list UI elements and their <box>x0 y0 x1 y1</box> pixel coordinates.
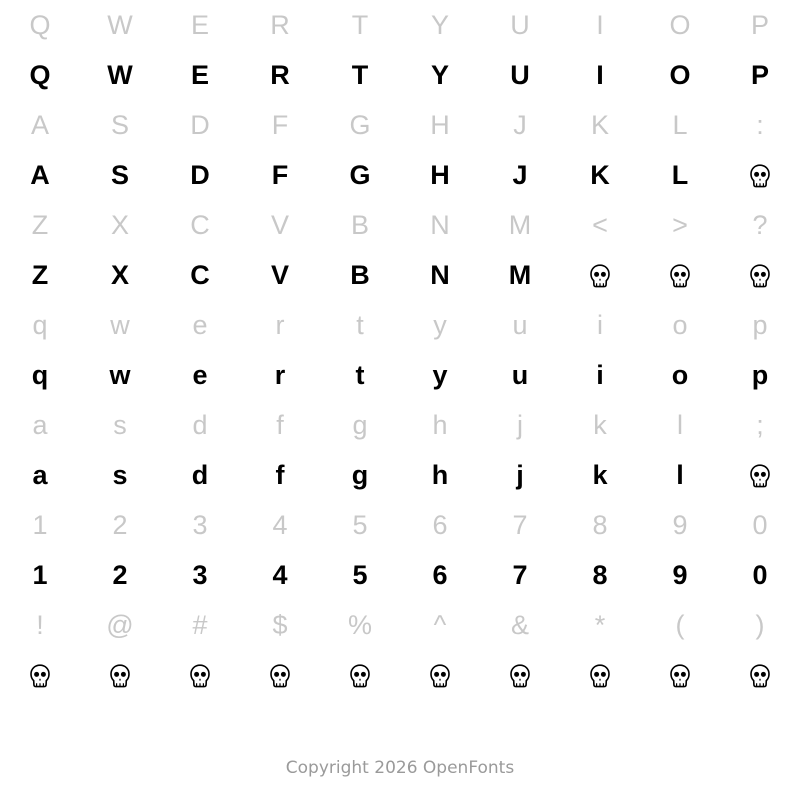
glyph-cell: 1 <box>32 559 48 590</box>
glyph-cell: u <box>512 309 528 340</box>
glyph-cell: f <box>275 459 285 490</box>
glyph-cell: Y <box>430 9 449 40</box>
glyph-cell: O <box>669 9 691 40</box>
glyph-cell: h <box>432 409 448 440</box>
glyph-cell: E <box>190 59 209 90</box>
glyph-cell: ( <box>675 609 685 640</box>
skull-icon <box>640 662 720 689</box>
glyph-cell: g <box>352 409 368 440</box>
glyph-cell: 2 <box>112 559 128 590</box>
skull-icon <box>720 162 800 189</box>
glyph-cell: d <box>192 409 208 440</box>
glyph-cell: k <box>593 409 607 440</box>
glyph-cell: 0 <box>752 559 768 590</box>
glyph-cell: a <box>32 459 48 490</box>
skull-icon <box>400 662 480 689</box>
glyph-cell: U <box>510 9 530 40</box>
glyph-cell: Y <box>430 59 449 90</box>
glyph-cell: j <box>516 459 524 490</box>
glyph-cell: M <box>508 209 532 240</box>
skull-icon-shape <box>749 464 771 488</box>
glyph-cell: y <box>432 359 448 390</box>
glyph-cell: o <box>672 309 688 340</box>
glyph-cell: J <box>512 159 528 190</box>
skull-icon-shape <box>749 664 771 688</box>
glyph-row <box>0 450 800 500</box>
glyph-row <box>0 300 800 350</box>
glyph-cell: $ <box>272 609 288 640</box>
glyph-row <box>0 200 800 250</box>
glyph-cell: I <box>596 59 604 90</box>
glyph-cell: g <box>351 459 369 490</box>
glyph-cell: A <box>30 159 50 190</box>
skull-icon-shape <box>669 664 691 688</box>
skull-icon <box>720 662 800 689</box>
skull-icon-shape <box>189 664 211 688</box>
glyph-cell: 4 <box>272 509 288 540</box>
glyph-cell: t <box>356 309 364 340</box>
glyph-cell: q <box>32 309 48 340</box>
glyph-cell: r <box>274 359 286 390</box>
glyph-cell: W <box>107 59 133 90</box>
glyph-cell: i <box>596 359 604 390</box>
glyph-cell: 5 <box>352 559 368 590</box>
glyph-cell: V <box>270 209 289 240</box>
glyph-cell: N <box>430 259 450 290</box>
glyph-cell: S <box>110 109 129 140</box>
glyph-cell: Q <box>29 9 51 40</box>
glyph-cell: a <box>32 409 48 440</box>
skull-icon-shape <box>749 164 771 188</box>
glyph-cell: y <box>433 309 447 340</box>
glyph-cell: 8 <box>592 509 608 540</box>
skull-icon-shape <box>109 664 131 688</box>
glyph-cell: ) <box>755 609 765 640</box>
glyph-cell: e <box>192 359 208 390</box>
glyph-cell: S <box>110 159 129 190</box>
glyph-cell: P <box>750 59 769 90</box>
glyph-cell: E <box>190 9 209 40</box>
glyph-row <box>0 0 800 50</box>
glyph-cell: & <box>510 609 529 640</box>
glyph-row <box>0 100 800 150</box>
glyph-cell: K <box>590 109 609 140</box>
glyph-cell: 7 <box>512 509 528 540</box>
glyph-cell: 6 <box>432 509 448 540</box>
glyph-cell: C <box>190 259 210 290</box>
glyph-row <box>0 400 800 450</box>
glyph-cell: T <box>351 9 369 40</box>
glyph-cell: u <box>511 359 529 390</box>
skull-icon <box>0 662 80 689</box>
glyph-cell: N <box>430 209 450 240</box>
glyph-cell: Z <box>31 259 49 290</box>
glyph-cell: d <box>191 459 209 490</box>
skull-icon <box>80 662 160 689</box>
glyph-cell: s <box>113 409 127 440</box>
glyph-cell: P <box>750 9 769 40</box>
glyph-cell: * <box>594 609 606 640</box>
glyph-row <box>0 500 800 550</box>
glyph-row <box>0 550 800 600</box>
glyph-cell: M <box>508 259 532 290</box>
skull-icon <box>160 662 240 689</box>
skull-icon-shape <box>589 264 611 288</box>
glyph-row <box>0 350 800 400</box>
glyph-cell: e <box>192 309 208 340</box>
glyph-cell: C <box>190 209 210 240</box>
glyph-cell: X <box>110 259 129 290</box>
glyph-row <box>0 250 800 300</box>
skull-icon <box>720 462 800 489</box>
glyph-cell: p <box>751 359 769 390</box>
glyph-cell: L <box>671 159 689 190</box>
skull-icon <box>240 662 320 689</box>
glyph-cell: 7 <box>512 559 528 590</box>
glyph-cell: # <box>192 609 208 640</box>
skull-icon-shape <box>669 264 691 288</box>
glyph-cell: ! <box>36 609 44 640</box>
skull-icon-shape <box>509 664 531 688</box>
glyph-cell: q <box>31 359 49 390</box>
glyph-cell: 1 <box>32 509 48 540</box>
glyph-cell: 0 <box>752 509 768 540</box>
glyph-cell: H <box>430 109 450 140</box>
glyph-cell: 8 <box>592 559 608 590</box>
glyph-cell: k <box>592 459 608 490</box>
skull-icon <box>560 662 640 689</box>
glyph-cell: t <box>355 359 365 390</box>
glyph-row <box>0 600 800 650</box>
glyph-cell: 5 <box>352 509 368 540</box>
glyph-cell: T <box>351 59 369 90</box>
glyph-cell: O <box>669 59 691 90</box>
skull-icon-shape <box>349 664 371 688</box>
glyph-row <box>0 150 800 200</box>
glyph-cell: w <box>109 359 131 390</box>
glyph-cell: 3 <box>192 509 208 540</box>
glyph-cell: Q <box>29 59 51 90</box>
glyph-cell: 6 <box>432 559 448 590</box>
glyph-cell: J <box>513 109 527 140</box>
glyph-cell: I <box>596 9 604 40</box>
glyph-cell: f <box>276 409 284 440</box>
glyph-cell: l <box>676 459 684 490</box>
glyph-cell: R <box>270 9 290 40</box>
skull-icon <box>560 262 640 289</box>
glyph-cell: @ <box>106 609 134 640</box>
skull-icon-shape <box>29 664 51 688</box>
glyph-cell: h <box>431 459 449 490</box>
glyph-cell: ? <box>752 209 768 240</box>
glyph-cell: Z <box>31 209 49 240</box>
glyph-cell: G <box>349 109 371 140</box>
glyph-cell: : <box>756 109 764 140</box>
glyph-cell: 2 <box>112 509 128 540</box>
skull-icon <box>640 262 720 289</box>
glyph-cell: U <box>510 59 530 90</box>
glyph-cell: r <box>275 309 285 340</box>
glyph-cell: K <box>590 159 610 190</box>
glyph-cell: ; <box>756 409 764 440</box>
glyph-cell: 4 <box>272 559 288 590</box>
glyph-cell: 9 <box>672 509 688 540</box>
glyph-cell: i <box>597 309 603 340</box>
glyph-cell: D <box>190 109 210 140</box>
glyph-cell: L <box>672 109 688 140</box>
skull-icon <box>480 662 560 689</box>
skull-icon-shape <box>749 264 771 288</box>
glyph-cell: X <box>110 209 129 240</box>
glyph-cell: F <box>271 109 289 140</box>
skull-icon <box>320 662 400 689</box>
skull-icon <box>720 262 800 289</box>
skull-icon-shape <box>429 664 451 688</box>
glyph-cell: B <box>350 259 370 290</box>
glyph-cell: ^ <box>433 609 447 640</box>
glyph-cell: w <box>110 309 130 340</box>
glyph-cell: A <box>30 109 49 140</box>
glyph-cell: j <box>517 409 523 440</box>
glyph-cell: 3 <box>192 559 208 590</box>
glyph-cell: < <box>592 209 608 240</box>
glyph-cell: p <box>752 309 768 340</box>
glyph-cell: % <box>347 609 372 640</box>
glyph-cell: B <box>350 209 369 240</box>
glyph-cell: l <box>677 409 683 440</box>
glyph-cell: s <box>112 459 128 490</box>
glyph-cell: o <box>671 359 689 390</box>
glyph-cell: H <box>430 159 450 190</box>
glyph-cell: 9 <box>672 559 688 590</box>
copyright-notice: Copyright 2026 OpenFonts <box>285 758 515 778</box>
skull-icon-shape <box>589 664 611 688</box>
glyph-cell: V <box>270 259 289 290</box>
glyph-cell: G <box>349 159 371 190</box>
glyph-cell: > <box>672 209 688 240</box>
glyph-cell: F <box>271 159 289 190</box>
glyph-cell: R <box>270 59 290 90</box>
skull-icon-shape <box>269 664 291 688</box>
glyph-cell: W <box>107 9 133 40</box>
glyph-cell: D <box>190 159 210 190</box>
glyph-row <box>0 50 800 100</box>
glyph-row <box>0 650 800 700</box>
